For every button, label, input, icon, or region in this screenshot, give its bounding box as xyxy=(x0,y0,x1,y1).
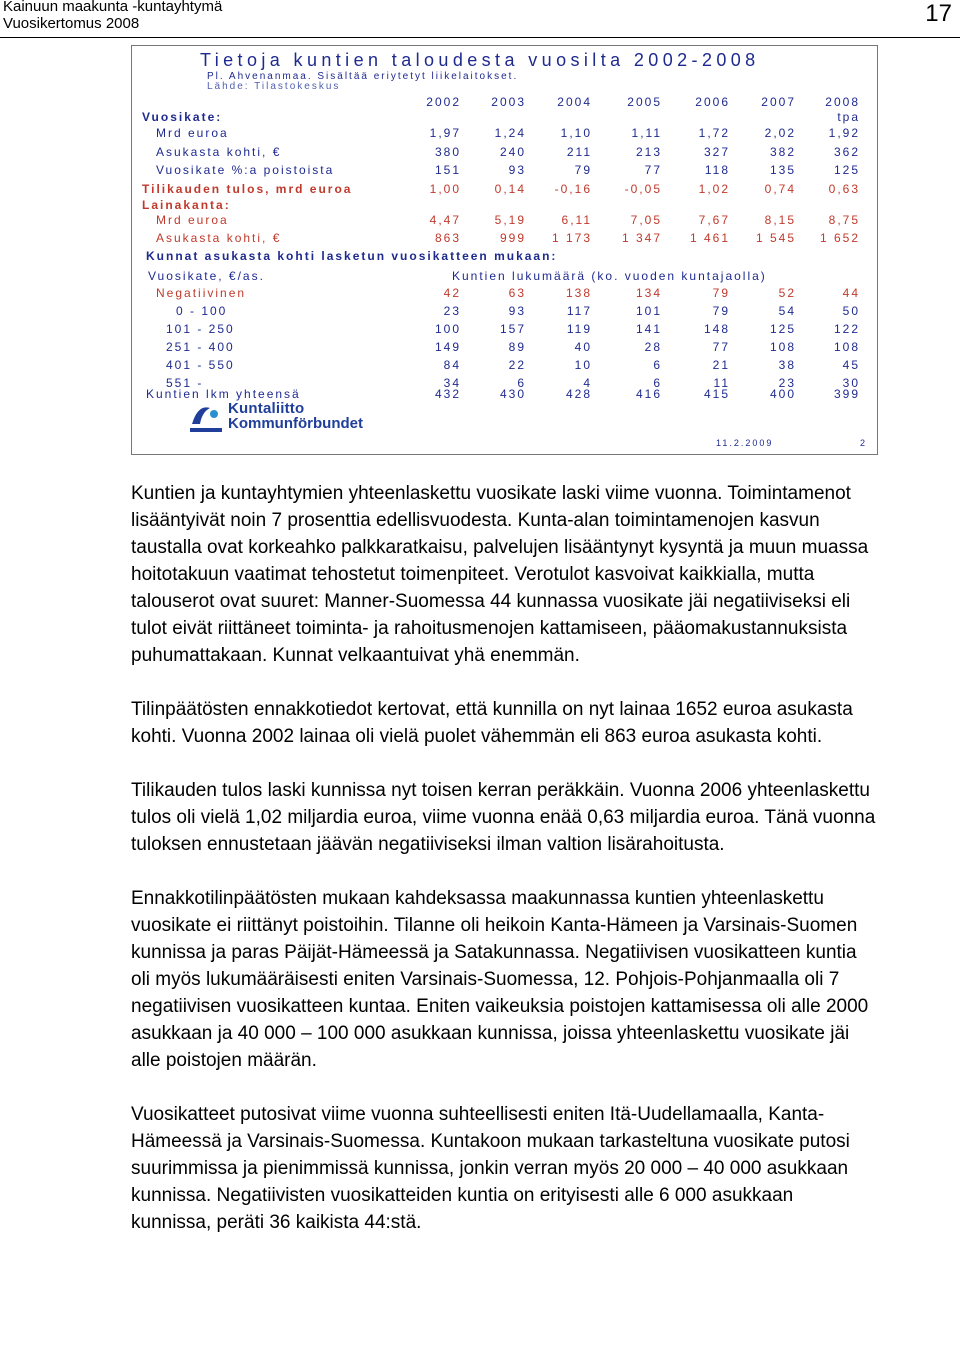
value-cell: 416 xyxy=(635,387,662,401)
kuntaliitto-logo xyxy=(188,400,418,436)
slide-source: Lähde: Tilastokeskus xyxy=(207,81,341,92)
row-label: Tilikauden tulos, mrd euroa xyxy=(142,182,353,196)
value-cell: 118 xyxy=(704,163,730,177)
value-cell: 125 xyxy=(769,322,796,336)
statistics-slide xyxy=(131,45,878,455)
class-row xyxy=(132,358,879,376)
row-label: 251 - 400 xyxy=(166,340,235,354)
paragraph: Vuosikatteet putosivat viime vuonna suhteellisesti eniten Itä-Uudellamaalla, Kanta-Hämeessä ja Varsinais-Suomessa. Kuntakoon mukaan tarkasteltuna vuosikate putosi suurimmissa ja pienimmissä kunnissa, jonkin verran myös 20 000 – 40 000 asukkaan kunnissa. Negatiivisten vuosikatteiden kuntia on erityisesti alle 6 000 asukkaan kunnissa, peräti 36 kaikista 44:stä. xyxy=(131,1104,850,1233)
paragraph: Tilikauden tulos laski kunnissa nyt toisen kerran peräkkäin. Vuonna 2006 yhteenlaskettu tulos oli vielä 1,02 miljardia euroa, viime vuonna enää 0,63 miljardia euroa. Tänä vuonna tuloksen ennustetaan jäävän negatiiviseksi ilman valtion lisärahoitusta. xyxy=(131,780,876,855)
value-cell: 8,75 xyxy=(828,213,860,227)
value-cell: 7,05 xyxy=(630,213,662,227)
paragraph: Ennakkotilinpäätösten mukaan kahdeksassa maakunnassa kuntien yhteenlaskettu vuosikate ei riittänyt poistoihin. Tilanne oli heikoin Kanta-Hämeen ja Varsinais-Suomen kunnissa ja paras Päijät-Hämeessä ja Satakunnassa. Negatiivisen vuosikatteen kuntia oli myös lukumääräisesti eniten Varsinais-Suomessa, 12. Pohjois-Pohjanmaalla oli 7 negatiivisen vuosikatteen kuntaa. Eniten vaikeuksia poistojen kattamisessa oli alle 2000 asukkaan ja 40 000 – 100 000 asukkaan kunnissa, joissa yhteenlaskettu vuosikate jäi alle poistojen määrän. xyxy=(131,888,869,1071)
row-label: Kunnat asukasta kohti lasketun vuosikatteen mukaan: xyxy=(146,249,558,263)
value-cell: 399 xyxy=(833,387,860,401)
value-cell: 79 xyxy=(712,304,730,318)
value-cell: 11 xyxy=(713,376,730,390)
value-cell: 2006 xyxy=(695,95,730,109)
value-cell: 1 652 xyxy=(819,231,860,245)
value-cell: 30 xyxy=(842,376,860,390)
value-cell: 1,92 xyxy=(828,126,860,140)
row-label: Kuntien lkm yhteensä xyxy=(146,387,301,401)
value-cell: 240 xyxy=(499,145,526,159)
value-cell: 40 xyxy=(574,340,592,354)
value-cell: 63 xyxy=(508,286,526,300)
value-cell: 1,11 xyxy=(631,126,662,140)
row-label: Asukasta kohti, € xyxy=(156,145,282,159)
value-cell: 1,10 xyxy=(560,126,592,140)
logo-text-fi: Kuntaliitto xyxy=(228,400,305,417)
value-cell: 2004 xyxy=(557,95,592,109)
tpa-label: tpa xyxy=(837,110,860,124)
value-cell: 380 xyxy=(434,145,461,159)
value-cell: 38 xyxy=(778,358,796,372)
value-cell: 430 xyxy=(499,387,526,401)
value-cell: 50 xyxy=(842,304,860,318)
paragraph: Kuntien ja kuntayhtymien yhteenlaskettu vuosikate laski viime vuonna. Toimintamenot lisääntyivät noin 7 prosenttia edellisvuodesta. Kunta-alan toimintamenojen kasvun taustalla ovat korkeahko palkkaratkaisu, palvelujen lisääntynyt kysyntä ja muun muassa hoitotakuun vaatimat tehostetut toimenpiteet. Verotulot kasvoivat kaikkialla, mutta talouserot ovat suuret: Manner-Suomessa 44 kunnassa vuosikate jäi negatiiviseksi eli tulot eivät riittäneet toiminta- ja rahoitusmenojen kattamiseen, pääomakustannuksista puhumattakaan. Kunnat velkaantuivat yhä enemmän. xyxy=(131,483,869,666)
value-cell: 1,72 xyxy=(698,126,730,140)
municipality-count-label: Kuntien lukumäärä (ko. vuoden kuntajaolla) xyxy=(452,269,767,283)
value-cell: 138 xyxy=(565,286,592,300)
value-cell: 400 xyxy=(769,387,796,401)
value-cell: 149 xyxy=(434,340,461,354)
value-cell: 42 xyxy=(443,286,461,300)
row-label: Vuosikate: xyxy=(142,110,223,124)
value-cell: 45 xyxy=(842,358,860,372)
kunnat-heading-row xyxy=(132,249,879,267)
slide-date: 11.2.2009 xyxy=(716,438,774,448)
lainakanta-row xyxy=(132,213,879,231)
value-cell: 1 461 xyxy=(689,231,730,245)
class-row xyxy=(132,322,879,340)
vuosikate-row xyxy=(132,163,879,181)
row-label: 0 - 100 xyxy=(176,304,228,318)
value-cell: 22 xyxy=(508,358,526,372)
value-cell: -0,05 xyxy=(624,182,662,196)
value-cell: 148 xyxy=(703,322,730,336)
row-label: Vuosikate %:a poistoista xyxy=(156,163,335,177)
row-label: Mrd euroa xyxy=(156,126,229,140)
value-cell: 10 xyxy=(574,358,592,372)
value-cell: 0,63 xyxy=(828,182,860,196)
vuosikate-row xyxy=(132,126,879,144)
value-cell: 52 xyxy=(778,286,796,300)
value-cell: 28 xyxy=(644,340,662,354)
slide-subtitle: Pl. Ahvenanmaa. Sisältää eriytetyt liikelaitokset. xyxy=(207,71,519,82)
value-cell: 6 xyxy=(653,358,662,372)
value-cell: 428 xyxy=(565,387,592,401)
value-cell: 4,47 xyxy=(429,213,461,227)
value-cell: 2008 xyxy=(825,95,860,109)
value-cell: 79 xyxy=(712,286,730,300)
class-row xyxy=(132,340,879,358)
value-cell: -0,16 xyxy=(554,182,592,196)
row-label: Asukasta kohti, € xyxy=(156,231,282,245)
row-label: 101 - 250 xyxy=(166,322,235,336)
value-cell: 77 xyxy=(712,340,730,354)
value-cell: 151 xyxy=(434,163,461,177)
row-label: Lainakanta: xyxy=(142,198,231,212)
value-cell: 157 xyxy=(499,322,526,336)
value-cell: 362 xyxy=(833,145,860,159)
value-cell: 432 xyxy=(434,387,461,401)
statistics-table xyxy=(132,46,879,456)
row-label: 401 - 550 xyxy=(166,358,235,372)
value-cell: 23 xyxy=(443,304,461,318)
value-cell: 23 xyxy=(778,376,796,390)
vuosikate-row xyxy=(132,145,879,163)
value-cell: 135 xyxy=(769,163,796,177)
class-row xyxy=(132,286,879,304)
value-cell: 122 xyxy=(833,322,860,336)
value-cell: 125 xyxy=(833,163,860,177)
value-cell: 84 xyxy=(443,358,461,372)
value-cell: 2002 xyxy=(426,95,461,109)
value-cell: 141 xyxy=(635,322,662,336)
slide-number: 2 xyxy=(860,438,866,448)
value-cell: 211 xyxy=(566,145,592,159)
value-cell: 1 173 xyxy=(551,231,592,245)
value-cell: 93 xyxy=(508,304,526,318)
value-cell: 4 xyxy=(583,376,592,390)
value-cell: 1,24 xyxy=(494,126,526,140)
page-number: 17 xyxy=(925,0,952,27)
value-cell: 2,02 xyxy=(764,126,796,140)
value-cell: 1 545 xyxy=(755,231,796,245)
value-cell: 21 xyxy=(712,358,730,372)
class-row xyxy=(132,304,879,322)
article-body xyxy=(131,480,877,1236)
value-cell: 54 xyxy=(778,304,796,318)
value-cell: 1 347 xyxy=(621,231,662,245)
value-cell: 1,02 xyxy=(698,182,730,196)
value-cell: 2007 xyxy=(761,95,796,109)
value-cell: 34 xyxy=(443,376,461,390)
row-label: Negatiivinen xyxy=(156,286,247,300)
value-cell: 0,74 xyxy=(764,182,796,196)
value-cell: 1,97 xyxy=(429,126,461,140)
value-cell: 415 xyxy=(703,387,730,401)
value-cell: 134 xyxy=(635,286,662,300)
header-divider xyxy=(0,37,960,38)
row-label: Mrd euroa xyxy=(156,213,229,227)
value-cell: 327 xyxy=(703,145,730,159)
value-cell: 999 xyxy=(499,231,526,245)
value-cell: 8,15 xyxy=(764,213,796,227)
value-cell: 44 xyxy=(842,286,860,300)
value-cell: 7,67 xyxy=(698,213,730,227)
value-cell: 1,00 xyxy=(429,182,461,196)
value-cell: 5,19 xyxy=(494,213,526,227)
value-cell: 863 xyxy=(434,231,461,245)
value-cell: 6,11 xyxy=(561,213,592,227)
value-cell: 2003 xyxy=(491,95,526,109)
class-header-row xyxy=(132,269,879,287)
slide-title: Tietoja kuntien taloudesta vuosilta 2002-2008 xyxy=(200,50,760,70)
value-cell: 6 xyxy=(653,376,662,390)
value-cell: 0,14 xyxy=(494,182,526,196)
value-cell: 6 xyxy=(517,376,526,390)
value-cell: 93 xyxy=(508,163,526,177)
paragraph: Tilinpäätösten ennakkotiedot kertovat, että kunnilla on nyt lainaa 1652 euroa asukasta kohti. Vuonna 2002 lainaa oli vielä puolet vähemmän eli 863 euroa asukasta kohti. xyxy=(131,699,853,747)
value-cell: 213 xyxy=(635,145,662,159)
value-cell: 101 xyxy=(635,304,662,318)
row-label: 551 - xyxy=(166,376,204,390)
kuntaliitto-logo-icon xyxy=(188,402,224,434)
value-cell: 108 xyxy=(833,340,860,354)
value-cell: 382 xyxy=(769,145,796,159)
lainakanta-row xyxy=(132,231,879,249)
logo-text-sv: Kommunförbundet xyxy=(228,415,363,432)
document-title: Vuosikertomus 2008 xyxy=(3,15,140,32)
row-label: Vuosikate, €/as. xyxy=(148,269,265,283)
value-cell: 79 xyxy=(574,163,592,177)
organization-name: Kainuun maakunta -kuntayhtymä xyxy=(3,0,223,15)
page-header xyxy=(0,0,960,40)
value-cell: 77 xyxy=(644,163,662,177)
value-cell: 119 xyxy=(566,322,592,336)
value-cell: 89 xyxy=(508,340,526,354)
value-cell: 108 xyxy=(769,340,796,354)
value-cell: 100 xyxy=(434,322,461,336)
value-cell: 117 xyxy=(566,304,592,318)
value-cell: 2005 xyxy=(627,95,662,109)
